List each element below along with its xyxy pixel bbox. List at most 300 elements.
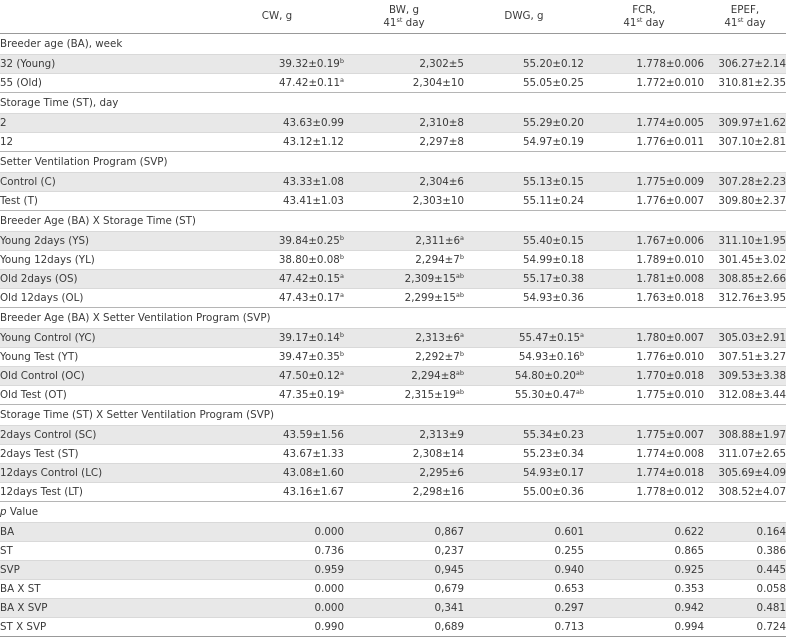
- header-epef-day-rest: day: [743, 16, 766, 29]
- bw-superscript: ab: [455, 369, 464, 377]
- dwg-value: 55.47±0.15: [518, 332, 581, 344]
- header-fcr-day-sup: st: [636, 15, 643, 24]
- header-epef-day-sup: st: [737, 15, 744, 24]
- cell-fcr: [584, 173, 704, 192]
- cell-bw: [344, 133, 464, 152]
- epef-value: 308.88±1.97: [718, 429, 786, 441]
- cell-bw: [344, 483, 464, 502]
- cell-dwg: [464, 483, 584, 502]
- cell-dwg: [464, 523, 584, 542]
- cell-epef: [704, 55, 786, 74]
- cw-value: 0.000: [314, 526, 344, 538]
- cell-bw: [344, 289, 464, 308]
- cw-value: 43.41±1.03: [282, 195, 344, 207]
- fcr-value: 0.994: [674, 621, 704, 633]
- cw-value: 39.84±0.25: [278, 235, 340, 247]
- table-row: [0, 367, 786, 386]
- bw-value: 2,309±15: [404, 273, 456, 285]
- dwg-superscript: ab: [575, 369, 584, 377]
- dwg-value: 0.601: [554, 526, 584, 538]
- cell-dwg: [464, 74, 584, 93]
- epef-value: 307.10±2.81: [718, 136, 786, 148]
- cell-bw: [344, 74, 464, 93]
- cell-epef: [704, 173, 786, 192]
- fcr-value: 1.776±0.011: [636, 136, 704, 148]
- cw-value: 43.63±0.99: [282, 117, 344, 129]
- section-header-row: [0, 502, 786, 523]
- cell-bw: [344, 523, 464, 542]
- cw-value: 47.42±0.15: [278, 273, 341, 285]
- bw-value: 2,294±7: [415, 254, 460, 266]
- cell-epef: [704, 561, 786, 580]
- cell-epef: [704, 523, 786, 542]
- fcr-value: 1.774±0.005: [636, 117, 704, 129]
- dwg-value: 55.30±0.47: [514, 389, 576, 401]
- fcr-value: 1.776±0.010: [636, 351, 704, 363]
- dwg-superscript: b: [579, 350, 584, 358]
- section-title-italic: p: [0, 506, 7, 518]
- row-label: 2days Control (SC): [0, 426, 210, 445]
- epef-value: 307.51±3.27: [718, 351, 786, 363]
- row-label: 55 (Old): [0, 74, 210, 93]
- row-label: Control (C): [0, 173, 210, 192]
- header-fcr-line1: FCR,: [632, 3, 656, 16]
- fcr-value: 0.622: [674, 526, 704, 538]
- cell-fcr: [584, 74, 704, 93]
- fcr-value: 1.775±0.010: [636, 389, 704, 401]
- section-header-row: [0, 93, 786, 114]
- row-label: Old Control (OC): [0, 367, 210, 386]
- table-row: [0, 599, 786, 618]
- fcr-value: 1.767±0.006: [636, 235, 704, 247]
- epef-value: 0.058: [756, 583, 786, 595]
- dwg-value: 0.940: [554, 564, 584, 576]
- header-label-cell: [0, 0, 210, 34]
- table-row: [0, 561, 786, 580]
- section-title-text: Storage Time (ST), day: [0, 97, 119, 109]
- table-row: [0, 114, 786, 133]
- row-label: 12: [0, 133, 210, 152]
- bw-value: 2,297±8: [419, 136, 464, 148]
- cw-value: 47.43±0.17: [278, 292, 341, 304]
- epef-value: 308.85±2.66: [718, 273, 786, 285]
- bw-value: 2,304±10: [412, 77, 464, 89]
- fcr-value: 0.353: [674, 583, 704, 595]
- cell-dwg: [464, 251, 584, 270]
- cell-cw: [210, 192, 344, 211]
- table-row: [0, 386, 786, 405]
- cell-dwg: [464, 464, 584, 483]
- cell-dwg: [464, 426, 584, 445]
- cell-cw: [210, 618, 344, 637]
- dwg-value: 54.93±0.16: [518, 351, 580, 363]
- cell-fcr: [584, 367, 704, 386]
- cell-dwg: [464, 367, 584, 386]
- cell-fcr: [584, 618, 704, 637]
- cell-fcr: [584, 523, 704, 542]
- cell-cw: [210, 232, 344, 251]
- cell-fcr: [584, 580, 704, 599]
- bw-value: 0,689: [434, 621, 464, 633]
- bw-superscript: b: [459, 350, 464, 358]
- section-header-row: [0, 34, 786, 55]
- bw-value: 2,302±5: [419, 58, 464, 70]
- cell-bw: [344, 114, 464, 133]
- cell-cw: [210, 251, 344, 270]
- cell-fcr: [584, 270, 704, 289]
- table-row: [0, 329, 786, 348]
- cell-cw: [210, 329, 344, 348]
- section-title-text: Breeder Age (BA) X Setter Ventilation Program (SVP): [0, 312, 271, 324]
- cell-fcr: [584, 386, 704, 405]
- table-row: [0, 289, 786, 308]
- bw-value: 2,298±16: [412, 486, 464, 498]
- epef-value: 312.08±3.44: [718, 389, 786, 401]
- cell-dwg: [464, 192, 584, 211]
- epef-value: 309.80±2.37: [718, 195, 786, 207]
- cell-fcr: [584, 232, 704, 251]
- header-dwg-text: DWG, g: [504, 10, 544, 22]
- table-row: [0, 523, 786, 542]
- cell-cw: [210, 561, 344, 580]
- row-label: Test (T): [0, 192, 210, 211]
- cw-value: 43.67±1.33: [282, 448, 344, 460]
- table-row: [0, 618, 786, 637]
- cell-fcr: [584, 329, 704, 348]
- bw-value: 0,945: [434, 564, 464, 576]
- row-label: Young Control (YC): [0, 329, 210, 348]
- cell-dwg: [464, 173, 584, 192]
- cell-fcr: [584, 289, 704, 308]
- epef-value: 305.69±4.09: [718, 467, 786, 479]
- cw-value: 39.47±0.35: [278, 351, 340, 363]
- fcr-value: 1.772±0.010: [636, 77, 704, 89]
- cell-cw: [210, 523, 344, 542]
- epef-value: 0.481: [756, 602, 786, 614]
- fcr-value: 0.925: [674, 564, 704, 576]
- fcr-value: 1.778±0.006: [636, 58, 704, 70]
- cell-epef: [704, 618, 786, 637]
- table-row: [0, 445, 786, 464]
- dwg-value: 55.17±0.38: [522, 273, 584, 285]
- epef-value: 301.45±3.02: [718, 254, 786, 266]
- dwg-superscript: ab: [575, 388, 584, 396]
- cell-cw: [210, 426, 344, 445]
- cell-epef: [704, 386, 786, 405]
- table-row: [0, 55, 786, 74]
- cell-epef: [704, 542, 786, 561]
- cell-fcr: [584, 348, 704, 367]
- bw-value: 2,304±6: [419, 176, 464, 188]
- row-label: 12days Control (LC): [0, 464, 210, 483]
- cell-dwg: [464, 55, 584, 74]
- cell-cw: [210, 464, 344, 483]
- row-label: ST: [0, 542, 210, 561]
- cell-epef: [704, 232, 786, 251]
- dwg-value: 54.99±0.18: [522, 254, 584, 266]
- cell-dwg: [464, 542, 584, 561]
- bw-value: 2,292±7: [415, 351, 460, 363]
- cell-epef: [704, 426, 786, 445]
- cell-dwg: [464, 618, 584, 637]
- header-cw: [210, 0, 344, 34]
- cell-bw: [344, 367, 464, 386]
- table-row: [0, 270, 786, 289]
- dwg-value: 0.255: [554, 545, 584, 557]
- fcr-value: 0.865: [674, 545, 704, 557]
- dwg-value: 0.653: [554, 583, 584, 595]
- fcr-value: 0.942: [674, 602, 704, 614]
- cell-bw: [344, 55, 464, 74]
- dwg-value: 54.80±0.20: [514, 370, 576, 382]
- cell-bw: [344, 618, 464, 637]
- table-row: [0, 348, 786, 367]
- cell-cw: [210, 483, 344, 502]
- cw-value: 38.80±0.08: [278, 254, 340, 266]
- epef-value: 0.164: [756, 526, 786, 538]
- table-row: [0, 173, 786, 192]
- cell-dwg: [464, 599, 584, 618]
- dwg-value: 55.23±0.34: [522, 448, 584, 460]
- row-label: 32 (Young): [0, 55, 210, 74]
- cw-superscript: b: [339, 331, 344, 339]
- bw-value: 0,679: [434, 583, 464, 595]
- cell-dwg: [464, 133, 584, 152]
- cell-cw: [210, 289, 344, 308]
- header-fcr: [584, 0, 704, 34]
- cell-dwg: [464, 232, 584, 251]
- cw-superscript: a: [340, 76, 344, 84]
- table-row: [0, 133, 786, 152]
- epef-value: 305.03±2.91: [718, 332, 786, 344]
- cell-fcr: [584, 445, 704, 464]
- bw-value: 2,295±6: [419, 467, 464, 479]
- header-bw-day-rest: day: [402, 16, 425, 29]
- bw-value: 0,341: [434, 602, 464, 614]
- cw-value: 0.959: [314, 564, 344, 576]
- cell-cw: [210, 599, 344, 618]
- epef-value: 309.97±1.62: [718, 117, 786, 129]
- table-body: [0, 34, 786, 637]
- epef-value: 0.724: [756, 621, 786, 633]
- cell-bw: [344, 232, 464, 251]
- cell-cw: [210, 55, 344, 74]
- cw-value: 43.59±1.56: [282, 429, 344, 441]
- cell-bw: [344, 192, 464, 211]
- row-label: SVP: [0, 561, 210, 580]
- cell-bw: [344, 542, 464, 561]
- cell-cw: [210, 173, 344, 192]
- cell-cw: [210, 114, 344, 133]
- cell-bw: [344, 561, 464, 580]
- fcr-value: 1.763±0.018: [636, 292, 704, 304]
- header-epef: [704, 0, 786, 34]
- cw-superscript: a: [340, 291, 344, 299]
- cell-epef: [704, 445, 786, 464]
- cell-cw: [210, 445, 344, 464]
- cw-superscript: a: [340, 272, 344, 280]
- bw-value: 0,237: [434, 545, 464, 557]
- cell-epef: [704, 483, 786, 502]
- cell-epef: [704, 251, 786, 270]
- cell-epef: [704, 348, 786, 367]
- cell-dwg: [464, 386, 584, 405]
- cw-superscript: b: [339, 234, 344, 242]
- cell-epef: [704, 114, 786, 133]
- dwg-value: 55.00±0.36: [522, 486, 584, 498]
- cell-cw: [210, 133, 344, 152]
- cw-superscript: b: [339, 253, 344, 261]
- header-cw-text: CW, g: [261, 10, 293, 22]
- cw-value: 43.08±1.60: [282, 467, 344, 479]
- cw-value: 47.50±0.12: [278, 370, 341, 382]
- dwg-value: 55.29±0.20: [522, 117, 584, 129]
- row-label: Young 2days (YS): [0, 232, 210, 251]
- table-row: [0, 542, 786, 561]
- cell-epef: [704, 289, 786, 308]
- cell-epef: [704, 367, 786, 386]
- row-label: Old 12days (OL): [0, 289, 210, 308]
- header-fcr-day-rest: day: [642, 16, 665, 29]
- row-label: 2days Test (ST): [0, 445, 210, 464]
- epef-value: 307.28±2.23: [718, 176, 786, 188]
- cell-epef: [704, 192, 786, 211]
- row-label: ST X SVP: [0, 618, 210, 637]
- cell-bw: [344, 329, 464, 348]
- section-header-row: [0, 308, 786, 329]
- epef-value: 0.386: [756, 545, 786, 557]
- cw-value: 47.35±0.19: [278, 389, 341, 401]
- header-fcr-day-num: 41: [623, 16, 637, 29]
- row-label: Young Test (YT): [0, 348, 210, 367]
- table-row: [0, 251, 786, 270]
- section-header-row: [0, 152, 786, 173]
- row-label: BA: [0, 523, 210, 542]
- dwg-value: 55.34±0.23: [522, 429, 584, 441]
- cell-bw: [344, 464, 464, 483]
- cw-value: 43.16±1.67: [282, 486, 344, 498]
- cell-fcr: [584, 464, 704, 483]
- table-row: [0, 192, 786, 211]
- dwg-superscript: a: [580, 331, 584, 339]
- cell-dwg: [464, 561, 584, 580]
- dwg-value: 55.05±0.25: [522, 77, 584, 89]
- dwg-value: 55.13±0.15: [522, 176, 584, 188]
- table-row: [0, 483, 786, 502]
- section-title: [0, 34, 786, 55]
- row-label: BA X ST: [0, 580, 210, 599]
- section-title-rest: Value: [6, 506, 39, 518]
- row-label: 12days Test (LT): [0, 483, 210, 502]
- dwg-value: 54.97±0.19: [522, 136, 584, 148]
- row-label: Old Test (OT): [0, 386, 210, 405]
- cell-fcr: [584, 133, 704, 152]
- epef-value: 311.10±1.95: [718, 235, 786, 247]
- section-title: [0, 502, 786, 523]
- cell-fcr: [584, 599, 704, 618]
- section-title-text: Breeder age (BA), week: [0, 38, 123, 50]
- cell-bw: [344, 251, 464, 270]
- cell-dwg: [464, 329, 584, 348]
- row-label: 2: [0, 114, 210, 133]
- cw-superscript: b: [339, 350, 344, 358]
- bw-superscript: a: [460, 234, 464, 242]
- cell-dwg: [464, 445, 584, 464]
- cell-fcr: [584, 542, 704, 561]
- epef-value: 306.27±2.14: [718, 58, 786, 70]
- cell-bw: [344, 426, 464, 445]
- epef-value: 310.81±2.35: [718, 77, 786, 89]
- row-label: Old 2days (OS): [0, 270, 210, 289]
- cw-superscript: a: [340, 369, 344, 377]
- cell-fcr: [584, 561, 704, 580]
- cell-cw: [210, 367, 344, 386]
- cell-fcr: [584, 483, 704, 502]
- section-title: [0, 211, 786, 232]
- cell-epef: [704, 599, 786, 618]
- cell-fcr: [584, 426, 704, 445]
- header-bw: [344, 0, 464, 34]
- cell-epef: [704, 329, 786, 348]
- cw-value: 43.33±1.08: [282, 176, 344, 188]
- dwg-value: 0.713: [554, 621, 584, 633]
- cell-cw: [210, 580, 344, 599]
- row-label: BA X SVP: [0, 599, 210, 618]
- row-label: Young 12days (YL): [0, 251, 210, 270]
- section-header-row: [0, 405, 786, 426]
- table-row: [0, 464, 786, 483]
- section-title: [0, 308, 786, 329]
- table-row: [0, 232, 786, 251]
- bw-value: 2,313±9: [419, 429, 464, 441]
- cell-epef: [704, 270, 786, 289]
- cw-value: 39.32±0.19: [278, 58, 340, 70]
- cell-fcr: [584, 55, 704, 74]
- epef-value: 312.76±3.95: [718, 292, 786, 304]
- cw-value: 39.17±0.14: [278, 332, 340, 344]
- section-title-text: Storage Time (ST) X Setter Ventilation Program (SVP): [0, 409, 274, 421]
- bw-superscript: b: [459, 253, 464, 261]
- dwg-value: 0.297: [554, 602, 584, 614]
- dwg-value: 55.11±0.24: [522, 195, 584, 207]
- cell-cw: [210, 542, 344, 561]
- bw-value: 2,294±8: [411, 370, 456, 382]
- header-dwg: [464, 0, 584, 34]
- bw-value: 2,308±14: [412, 448, 464, 460]
- epef-value: 0.445: [756, 564, 786, 576]
- bw-value: 2,303±10: [412, 195, 464, 207]
- bw-value: 2,315±19: [404, 389, 456, 401]
- section-title: [0, 93, 786, 114]
- bw-value: 2,310±8: [419, 117, 464, 129]
- epef-value: 311.07±2.65: [718, 448, 786, 460]
- dwg-value: 55.40±0.15: [522, 235, 584, 247]
- cw-value: 0.990: [314, 621, 344, 633]
- cell-dwg: [464, 580, 584, 599]
- header-epef-line1: EPEF,: [730, 3, 760, 16]
- cell-dwg: [464, 289, 584, 308]
- bw-superscript: a: [460, 331, 464, 339]
- fcr-value: 1.775±0.007: [636, 429, 704, 441]
- epef-value: 309.53±3.38: [718, 370, 786, 382]
- section-title: [0, 152, 786, 173]
- section-title-text: Setter Ventilation Program (SVP): [0, 156, 168, 168]
- fcr-value: 1.778±0.012: [636, 486, 704, 498]
- bw-superscript: ab: [455, 388, 464, 396]
- cell-cw: [210, 348, 344, 367]
- cell-dwg: [464, 270, 584, 289]
- section-header-row: [0, 211, 786, 232]
